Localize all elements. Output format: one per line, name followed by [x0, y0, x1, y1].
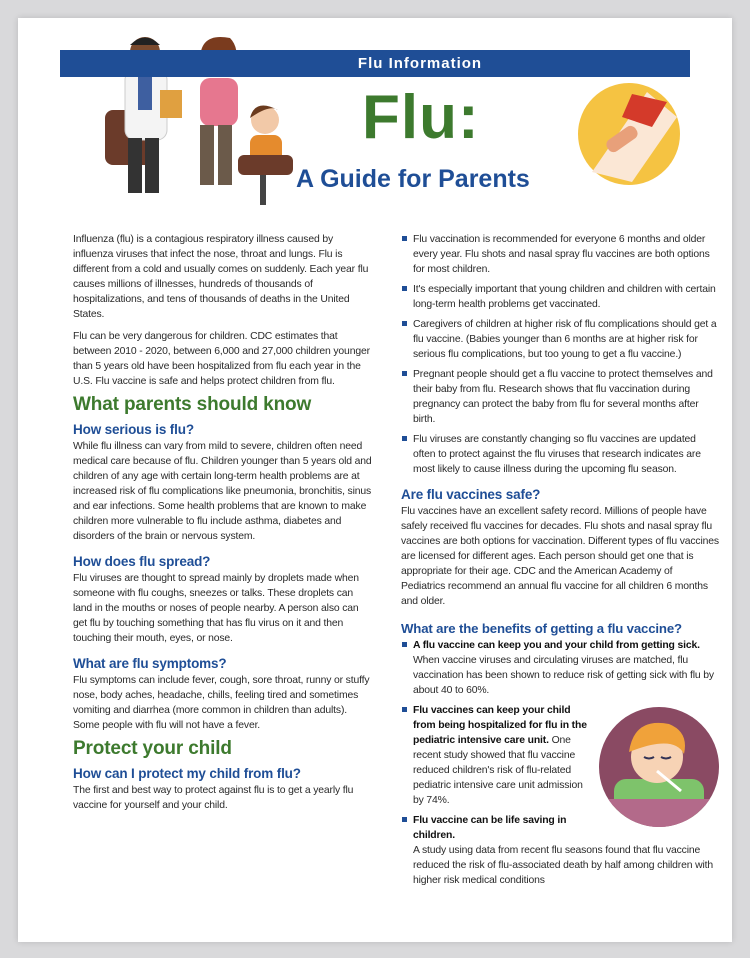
question-heading: What are flu symptoms?	[73, 656, 227, 671]
question-heading: How does flu spread?	[73, 554, 211, 569]
benefit-bold: Flu vaccines can keep your child from being hospitalized for flu in the pediatric intensive care unit.	[413, 705, 587, 746]
benefit-bold: A flu vaccine can keep you and your child from getting sick.	[413, 640, 700, 651]
answer-text: The first and best way to protect against flu is to get a yearly flu vaccine for yourself and your child.	[73, 785, 354, 811]
benefit-text: One recent study showed that flu vaccine reduced children's risk of flu-related pediatric intensive care unit admission by 74%.	[413, 735, 583, 806]
list-item: Caregivers of children at higher risk of flu complications should get a flu vaccine. (Babies younger than 6 months are at higher risk for serious flu complications, but too young to get a flu vaccine.)	[401, 317, 719, 362]
left-column	[73, 232, 373, 820]
bandage-arm-icon	[577, 82, 681, 186]
question-heading: Are flu vaccines safe?	[401, 487, 541, 502]
page-subtitle: A Guide for Parents	[296, 165, 530, 193]
list-item: Flu viruses are constantly changing so flu vaccines are updated often to protect against the flu viruses that research indicates are most likely to cause illness during the upcoming flu season.	[401, 432, 719, 477]
right-column	[401, 232, 719, 893]
section-heading: Protect your child	[73, 738, 232, 759]
benefit-bold: Flu vaccine can be life saving in children.	[413, 815, 567, 841]
list-item: Flu vaccination is recommended for everyone 6 months and older every year. Flu shots and nasal spray flu vaccines are both options for most children.	[401, 232, 719, 277]
benefits-list	[401, 638, 719, 888]
list-item	[401, 703, 719, 808]
question-heading: What are the benefits of getting a flu vaccine?	[401, 621, 682, 636]
intro-paragraph: Flu can be very dangerous for children. CDC estimates that between 2010 - 2020, between 6,000 and 27,000 children younger than 5 years old have been hospitalized from flu each year in the U.S. Flu vaccine is safe and helps protect children from flu.	[73, 331, 370, 387]
page-title: Flu:	[362, 83, 480, 152]
answer-text: Flu symptoms can include fever, cough, sore throat, runny or stuffy nose, body aches, headache, chills, feeling tired and sometimes vomiting and diarrhea (more common in children than adults). Some people with flu will not have a fever.	[73, 675, 370, 731]
list-item: Pregnant people should get a flu vaccine to protect themselves and their baby from flu. Research shows that flu vaccination during pregnancy can protect the baby from flu for several months after birth.	[401, 367, 719, 427]
question-heading: How serious is flu?	[73, 422, 194, 437]
answer-text: Flu vaccines have an excellent safety record. Millions of people have safely received flu vaccines for decades. Flu shots and nasal spray flu vaccines are both options for vaccination. Different types of flu vaccines are licensed for different ages. Each person should get one that is appropriate for their age. CDC and the American Academy of Pediatrics recommend an annual flu vaccine for all children 6 months and older.	[401, 506, 719, 607]
section-heading: What parents should know	[73, 394, 312, 415]
question-heading: How can I protect my child from flu?	[73, 766, 301, 781]
answer-text: Flu viruses are thought to spread mainly by droplets made when someone with flu coughs, sneezes or talks. These droplets can land in the mouths or noses of people nearby. A person also can get flu by touching something that has flu virus on it and then touching their mouth, eyes, or nose.	[73, 573, 359, 644]
intro-paragraph: Influenza (flu) is a contagious respiratory illness caused by influenza viruses that infect the nose, throat and lungs. Flu is different from a cold and usually comes on suddenly. Each year flu causes millions of illnesses, hundreds of thousands of hospitalizations, and tens of thousands of deaths in the United States.	[73, 234, 369, 320]
list-item	[401, 638, 719, 698]
list-item	[401, 813, 719, 888]
vaccination-list	[401, 232, 719, 477]
banner-flu-information: Flu Information	[60, 50, 690, 77]
list-item: It's especially important that young children and children with certain long-term health problems get vaccinated.	[401, 282, 719, 312]
benefit-text: A study using data from recent flu seasons found that flu vaccine reduced the risk of flu-associated death by half among children with higher risk medical conditions	[413, 845, 713, 886]
answer-text: While flu illness can vary from mild to severe, children often need medical care because of flu. Children younger than 5 years old and children of any age with certain long-term health problems are at increased risk of flu complications like pneumonia, bronchitis, sinus and ear infections. Some health problems that are known to make children more vulnerable to flu include asthma, diabetes and disorders of the brain or nervous system.	[73, 441, 372, 542]
benefit-text: When vaccine viruses and circulating viruses are matched, flu vaccination has been shown to reduce risk of getting sick with flu by about 40 to 60%.	[413, 655, 714, 696]
